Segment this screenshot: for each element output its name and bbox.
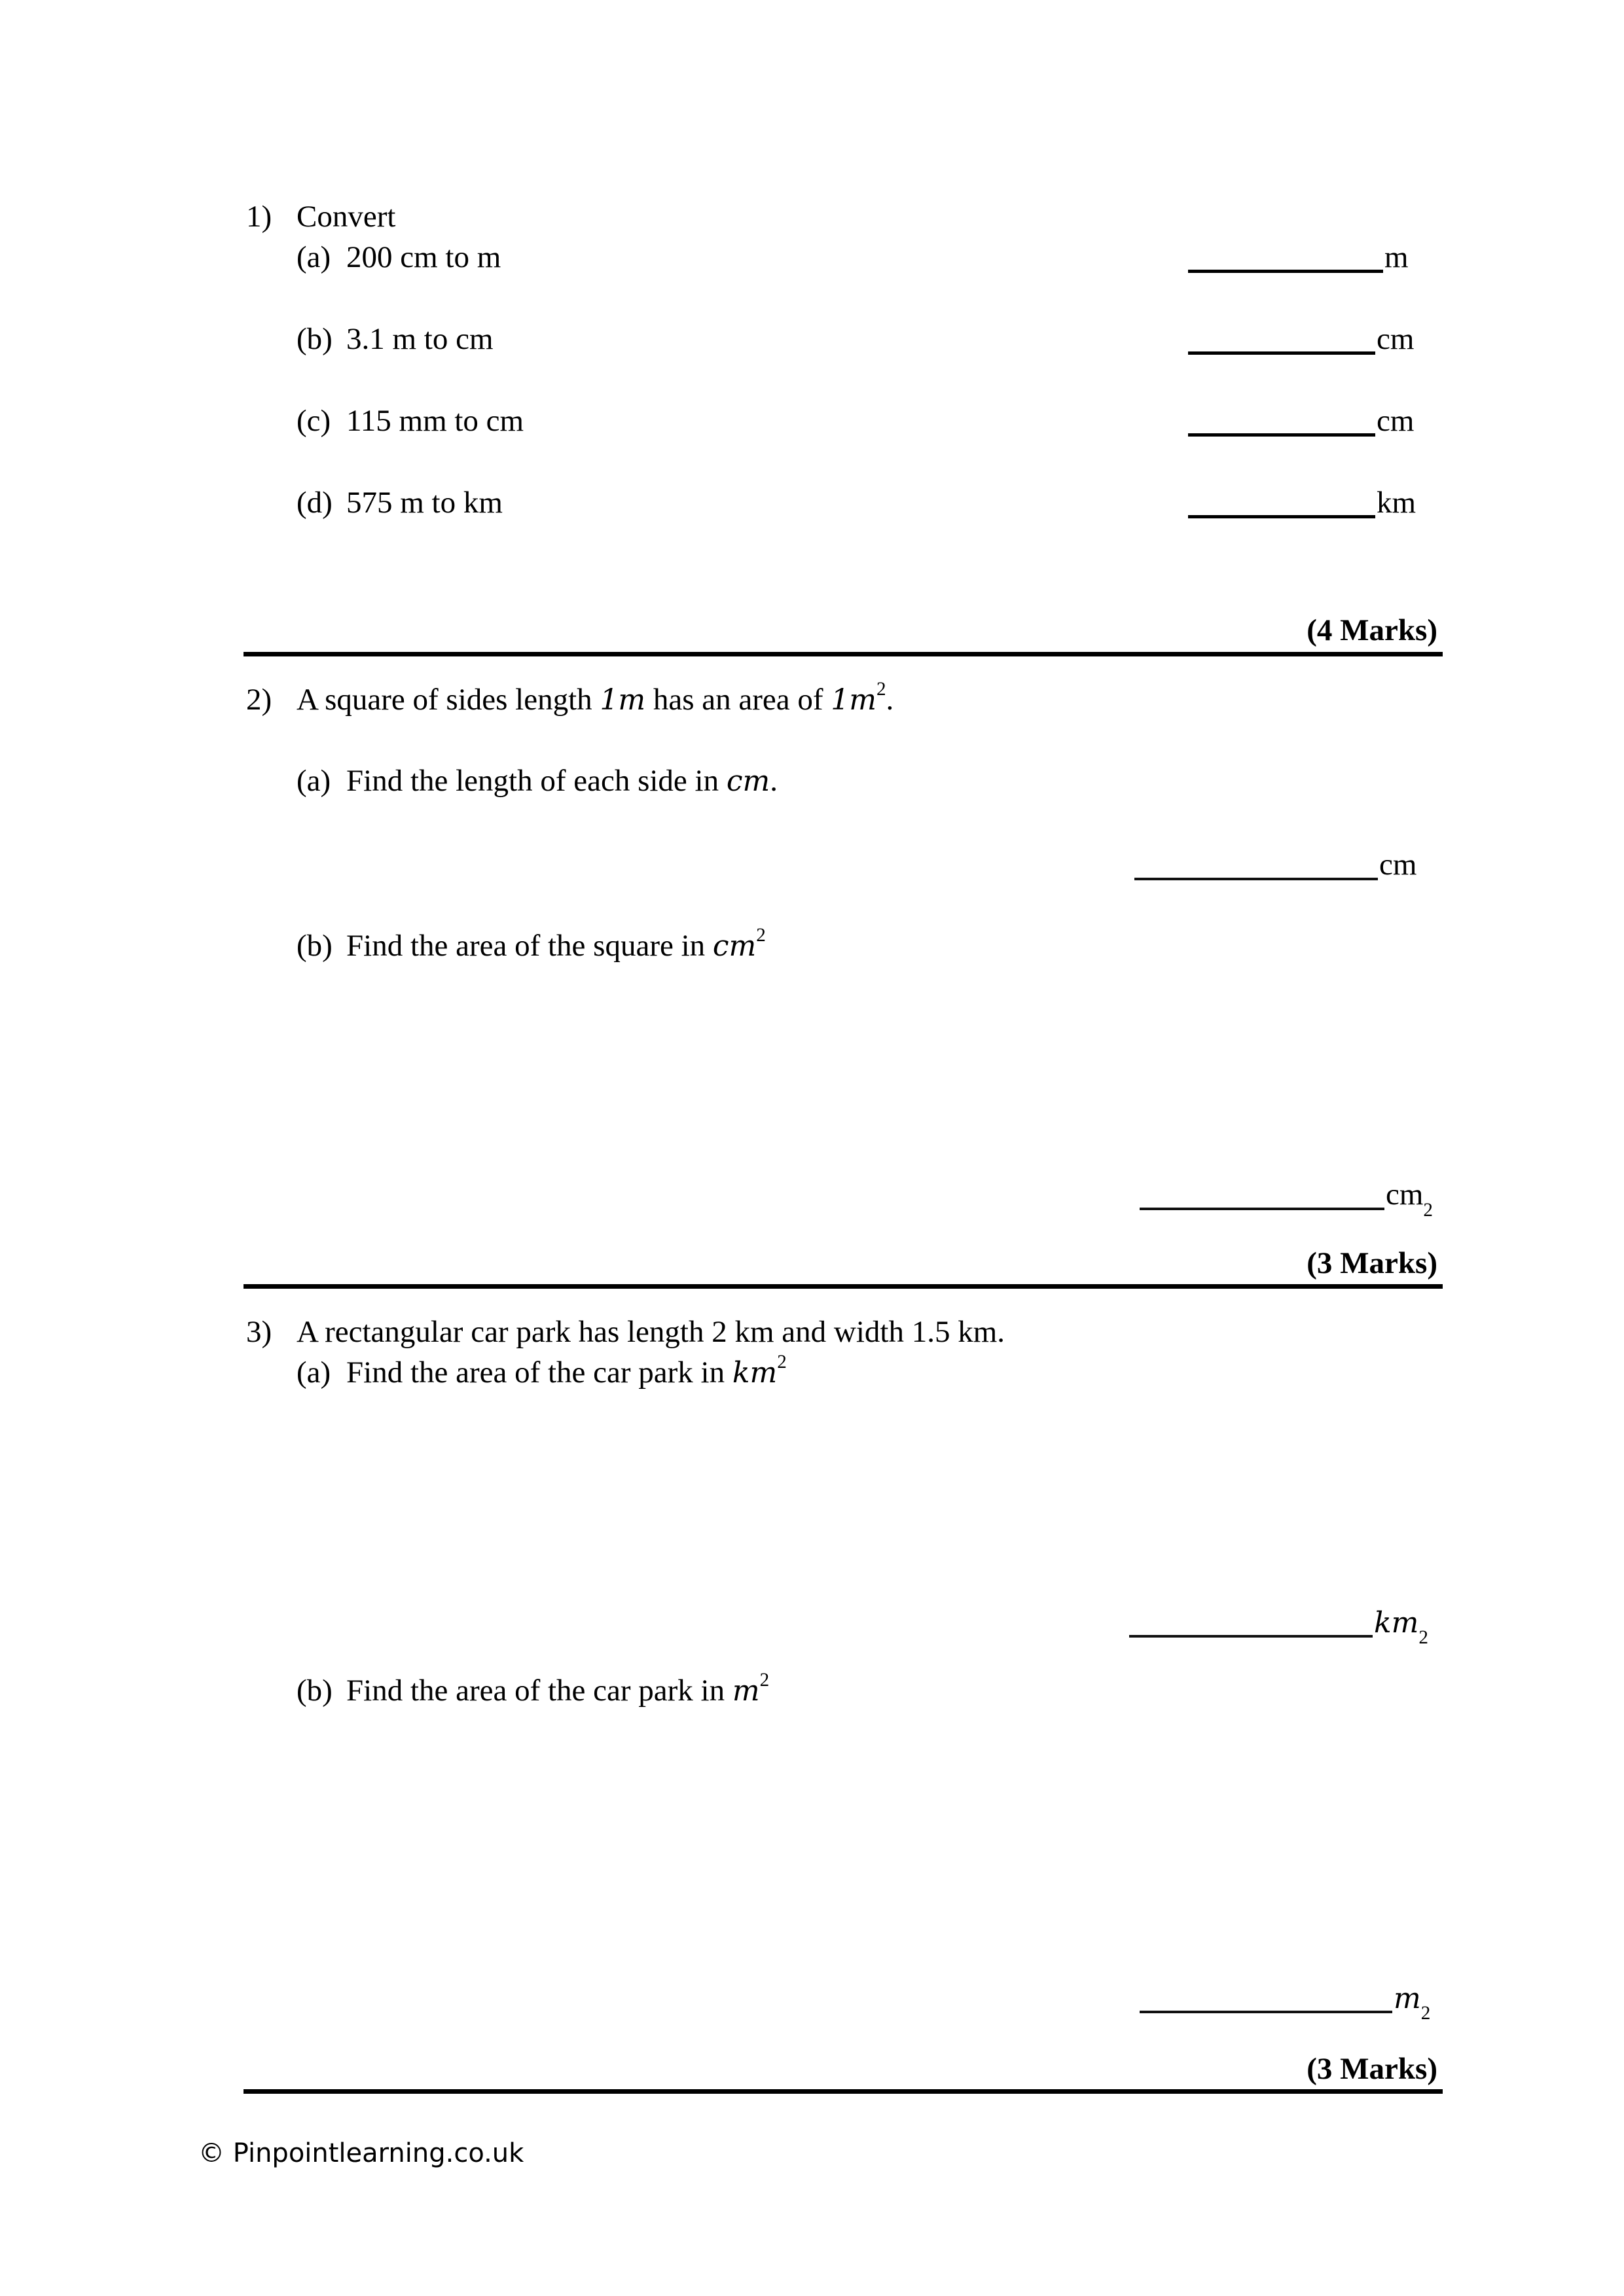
answer-blank[interactable] — [1140, 1984, 1392, 2013]
answer-blank[interactable] — [1129, 1609, 1373, 1638]
answer-1c[interactable] — [1188, 406, 1414, 437]
question-1c-text — [297, 406, 524, 437]
part-label: (b) — [297, 322, 333, 356]
answer-blank[interactable] — [1188, 325, 1375, 355]
part-label: (a) — [297, 764, 331, 798]
part-text: 115 mm to cm — [346, 404, 524, 438]
question-1a-text — [297, 242, 501, 273]
answer-1d[interactable] — [1188, 488, 1416, 518]
part-text: 200 cm to m — [346, 240, 501, 274]
superscript: 2 — [777, 1352, 787, 1373]
part-text: 575 m to km — [346, 486, 503, 520]
answer-unit: cm — [1379, 848, 1417, 882]
stem-math: 1m — [831, 683, 876, 717]
question-2a-text — [297, 766, 778, 797]
stem-text: . — [886, 683, 894, 717]
question-3a-text — [297, 1352, 787, 1390]
question-1d-text — [297, 488, 503, 518]
question-1-stem: Convert — [297, 200, 396, 234]
answer-1a[interactable] — [1188, 242, 1409, 273]
answer-blank[interactable] — [1140, 1181, 1384, 1210]
answer-blank[interactable] — [1188, 407, 1375, 437]
part-label: (b) — [297, 1674, 333, 1708]
answer-blank[interactable] — [1134, 852, 1378, 880]
answer-unit: km — [1377, 486, 1416, 520]
answer-1b[interactable] — [1188, 324, 1414, 355]
question-3-stem: A rectangular car park has length 2 km and width 1.5 km. — [297, 1315, 1005, 1349]
question-1-number: 1) — [246, 200, 272, 234]
answer-unit: m — [1394, 1982, 1421, 2015]
section-divider — [244, 1284, 1443, 1289]
copyright-footer: © Pinpointlearning.co.uk — [198, 2138, 524, 2168]
question-3-marks: (3 Marks) — [1307, 2052, 1437, 2086]
question-2-marks: (3 Marks) — [1307, 1246, 1437, 1280]
part-label: (d) — [297, 486, 333, 520]
answer-unit: cm — [1377, 404, 1415, 438]
part-text: Find the area of the car park in — [346, 1355, 732, 1390]
part-text: Find the area of the car park in — [346, 1674, 732, 1708]
question-3-number: 3) — [246, 1315, 272, 1349]
question-1b-text — [297, 324, 494, 355]
part-text: 3.1 m to cm — [346, 322, 494, 356]
part-text: Find the area of the square in — [346, 929, 713, 963]
answer-2a[interactable] — [1134, 850, 1416, 880]
superscript: 2 — [876, 679, 886, 700]
part-math: cm — [712, 929, 757, 963]
superscript: 2 — [756, 925, 766, 946]
question-2-stem — [297, 679, 894, 717]
superscript: 2 — [759, 1670, 770, 1691]
section-divider — [244, 652, 1443, 656]
question-2b-text — [297, 925, 766, 963]
answer-2b[interactable]: cm 2 — [1140, 1179, 1433, 1210]
answer-unit: cm — [1386, 1177, 1424, 1211]
answer-unit: cm — [1377, 322, 1415, 356]
question-2-number: 2) — [246, 683, 272, 717]
part-label: (b) — [297, 929, 333, 963]
part-label: (a) — [297, 240, 331, 274]
answer-blank[interactable] — [1188, 489, 1375, 518]
answer-blank[interactable] — [1188, 243, 1383, 273]
part-math: km — [732, 1356, 778, 1390]
answer-3b[interactable]: m 2 — [1140, 1984, 1430, 2013]
part-label: (a) — [297, 1355, 331, 1390]
part-math: cm — [726, 764, 770, 798]
answer-unit: km — [1374, 1606, 1419, 1640]
answer-unit: m — [1384, 240, 1409, 274]
part-label: (c) — [297, 404, 331, 438]
question-3b-text — [297, 1670, 770, 1708]
stem-text: A square of sides length — [297, 683, 600, 717]
section-divider — [244, 2089, 1443, 2094]
question-1-marks: (4 Marks) — [1307, 613, 1437, 647]
stem-text: has an area of — [645, 683, 831, 717]
part-text: Find the length of each side in — [346, 764, 727, 798]
stem-math: 1m — [600, 683, 646, 717]
answer-3a[interactable]: km 2 — [1129, 1609, 1428, 1638]
part-text: . — [770, 764, 778, 798]
part-math: m — [732, 1674, 760, 1708]
